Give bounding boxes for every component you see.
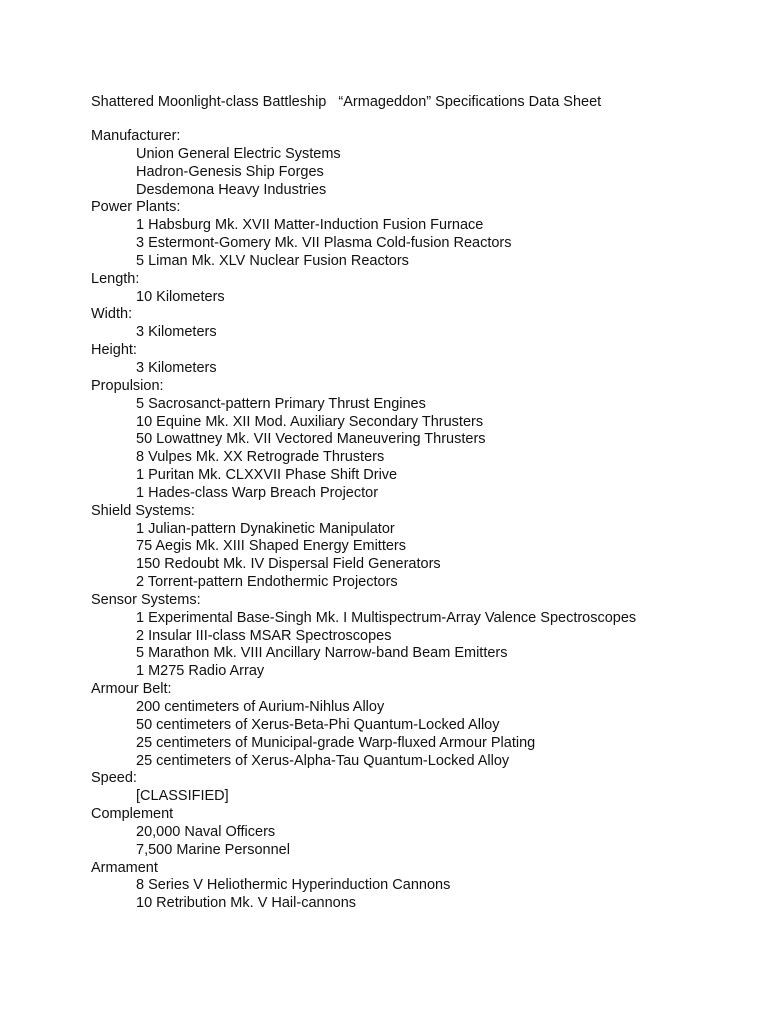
section-heading: Manufacturer:: [91, 128, 181, 144]
section-item: 1 M275 Radio Array: [136, 663, 265, 680]
section-item: 3 Kilometers: [136, 324, 217, 341]
spec-section: [91, 681, 751, 770]
spec-section: [91, 378, 751, 503]
document-title: Shattered Moonlight-class Battleship “Armageddon” Specifications Data Sheet: [91, 94, 602, 110]
section-item: 1 Habsburg Mk. XVII Matter-Induction Fusion Furnace: [136, 217, 484, 234]
spec-section: [91, 770, 751, 806]
section-item: 10 Equine Mk. XII Mod. Auxiliary Secondary Thrusters: [136, 413, 484, 430]
section-item: 25 centimeters of Xerus-Alpha-Tau Quantum-Locked Alloy: [136, 752, 510, 769]
section-item: 3 Kilometers: [136, 359, 217, 376]
spec-section: [91, 592, 751, 681]
spec-section: [91, 860, 751, 914]
section-item: 8 Vulpes Mk. XX Retrograde Thrusters: [136, 449, 385, 466]
section-item: 5 Sacrosanct-pattern Primary Thrust Engines: [136, 395, 426, 412]
section-heading: Sensor Systems:: [91, 591, 201, 608]
section-item: 1 Experimental Base-Singh Mk. I Multispectrum-Array Valence Spectroscopes: [136, 609, 637, 626]
section-item: Union General Electric Systems: [136, 145, 341, 162]
section-heading: Width:: [91, 306, 133, 323]
section-item: 50 Lowattney Mk. VII Vectored Maneuvering Thrusters: [136, 431, 486, 448]
spec-section: [91, 128, 751, 199]
section-item: 1 Julian-pattern Dynakinetic Manipulator: [136, 520, 395, 537]
section-item: 200 centimeters of Aurium-Nihlus Alloy: [136, 699, 385, 715]
section-item: 20,000 Naval Officers: [136, 823, 276, 840]
spec-section: [91, 503, 751, 592]
section-item: 2 Torrent-pattern Endothermic Projectors: [136, 574, 398, 591]
section-item: 25 centimeters of Municipal-grade Warp-fluxed Armour Plating: [136, 734, 536, 751]
section-heading: Propulsion:: [91, 377, 164, 394]
section-item: 1 Puritan Mk. CLXXVII Phase Shift Drive: [136, 467, 398, 484]
section-item: 5 Liman Mk. XLV Nuclear Fusion Reactors: [136, 252, 409, 269]
spec-section: [91, 271, 751, 307]
section-heading: Armament: [91, 859, 158, 876]
section-item: [CLASSIFIED]: [136, 788, 229, 805]
section-heading: Speed:: [91, 770, 137, 787]
spec-section: [91, 342, 751, 378]
section-item: 3 Estermont-Gomery Mk. VII Plasma Cold-fusion Reactors: [136, 235, 512, 252]
specifications-list: [91, 128, 751, 913]
spec-section: [91, 306, 751, 342]
section-item: 5 Marathon Mk. VIII Ancillary Narrow-band Beam Emitters: [136, 645, 508, 662]
section-heading: Shield Systems:: [91, 502, 195, 519]
section-item: 7,500 Marine Personnel: [136, 841, 290, 858]
section-item: 75 Aegis Mk. XIII Shaped Energy Emitters: [136, 538, 406, 555]
section-item: Desdemona Heavy Industries: [136, 181, 327, 198]
section-heading: Length:: [91, 270, 140, 287]
spec-section: [91, 199, 751, 270]
section-item: 50 centimeters of Xerus-Beta-Phi Quantum-Locked Alloy: [136, 716, 500, 733]
spec-section: [91, 806, 751, 860]
section-item: 150 Redoubt Mk. IV Dispersal Field Generators: [136, 556, 441, 573]
section-item: 8 Series V Heliothermic Hyperinduction Cannons: [136, 877, 451, 894]
section-item: Hadron-Genesis Ship Forges: [136, 163, 324, 180]
section-item: 1 Hades-class Warp Breach Projector: [136, 484, 379, 501]
section-item: 10 Kilometers: [136, 288, 225, 305]
section-item: 10 Retribution Mk. V Hail-cannons: [136, 895, 357, 912]
section-heading: Power Plants:: [91, 199, 181, 216]
section-heading: Complement: [91, 806, 174, 823]
section-item: 2 Insular III-class MSAR Spectroscopes: [136, 627, 392, 644]
section-heading: Armour Belt:: [91, 681, 172, 698]
section-heading: Height:: [91, 342, 137, 359]
